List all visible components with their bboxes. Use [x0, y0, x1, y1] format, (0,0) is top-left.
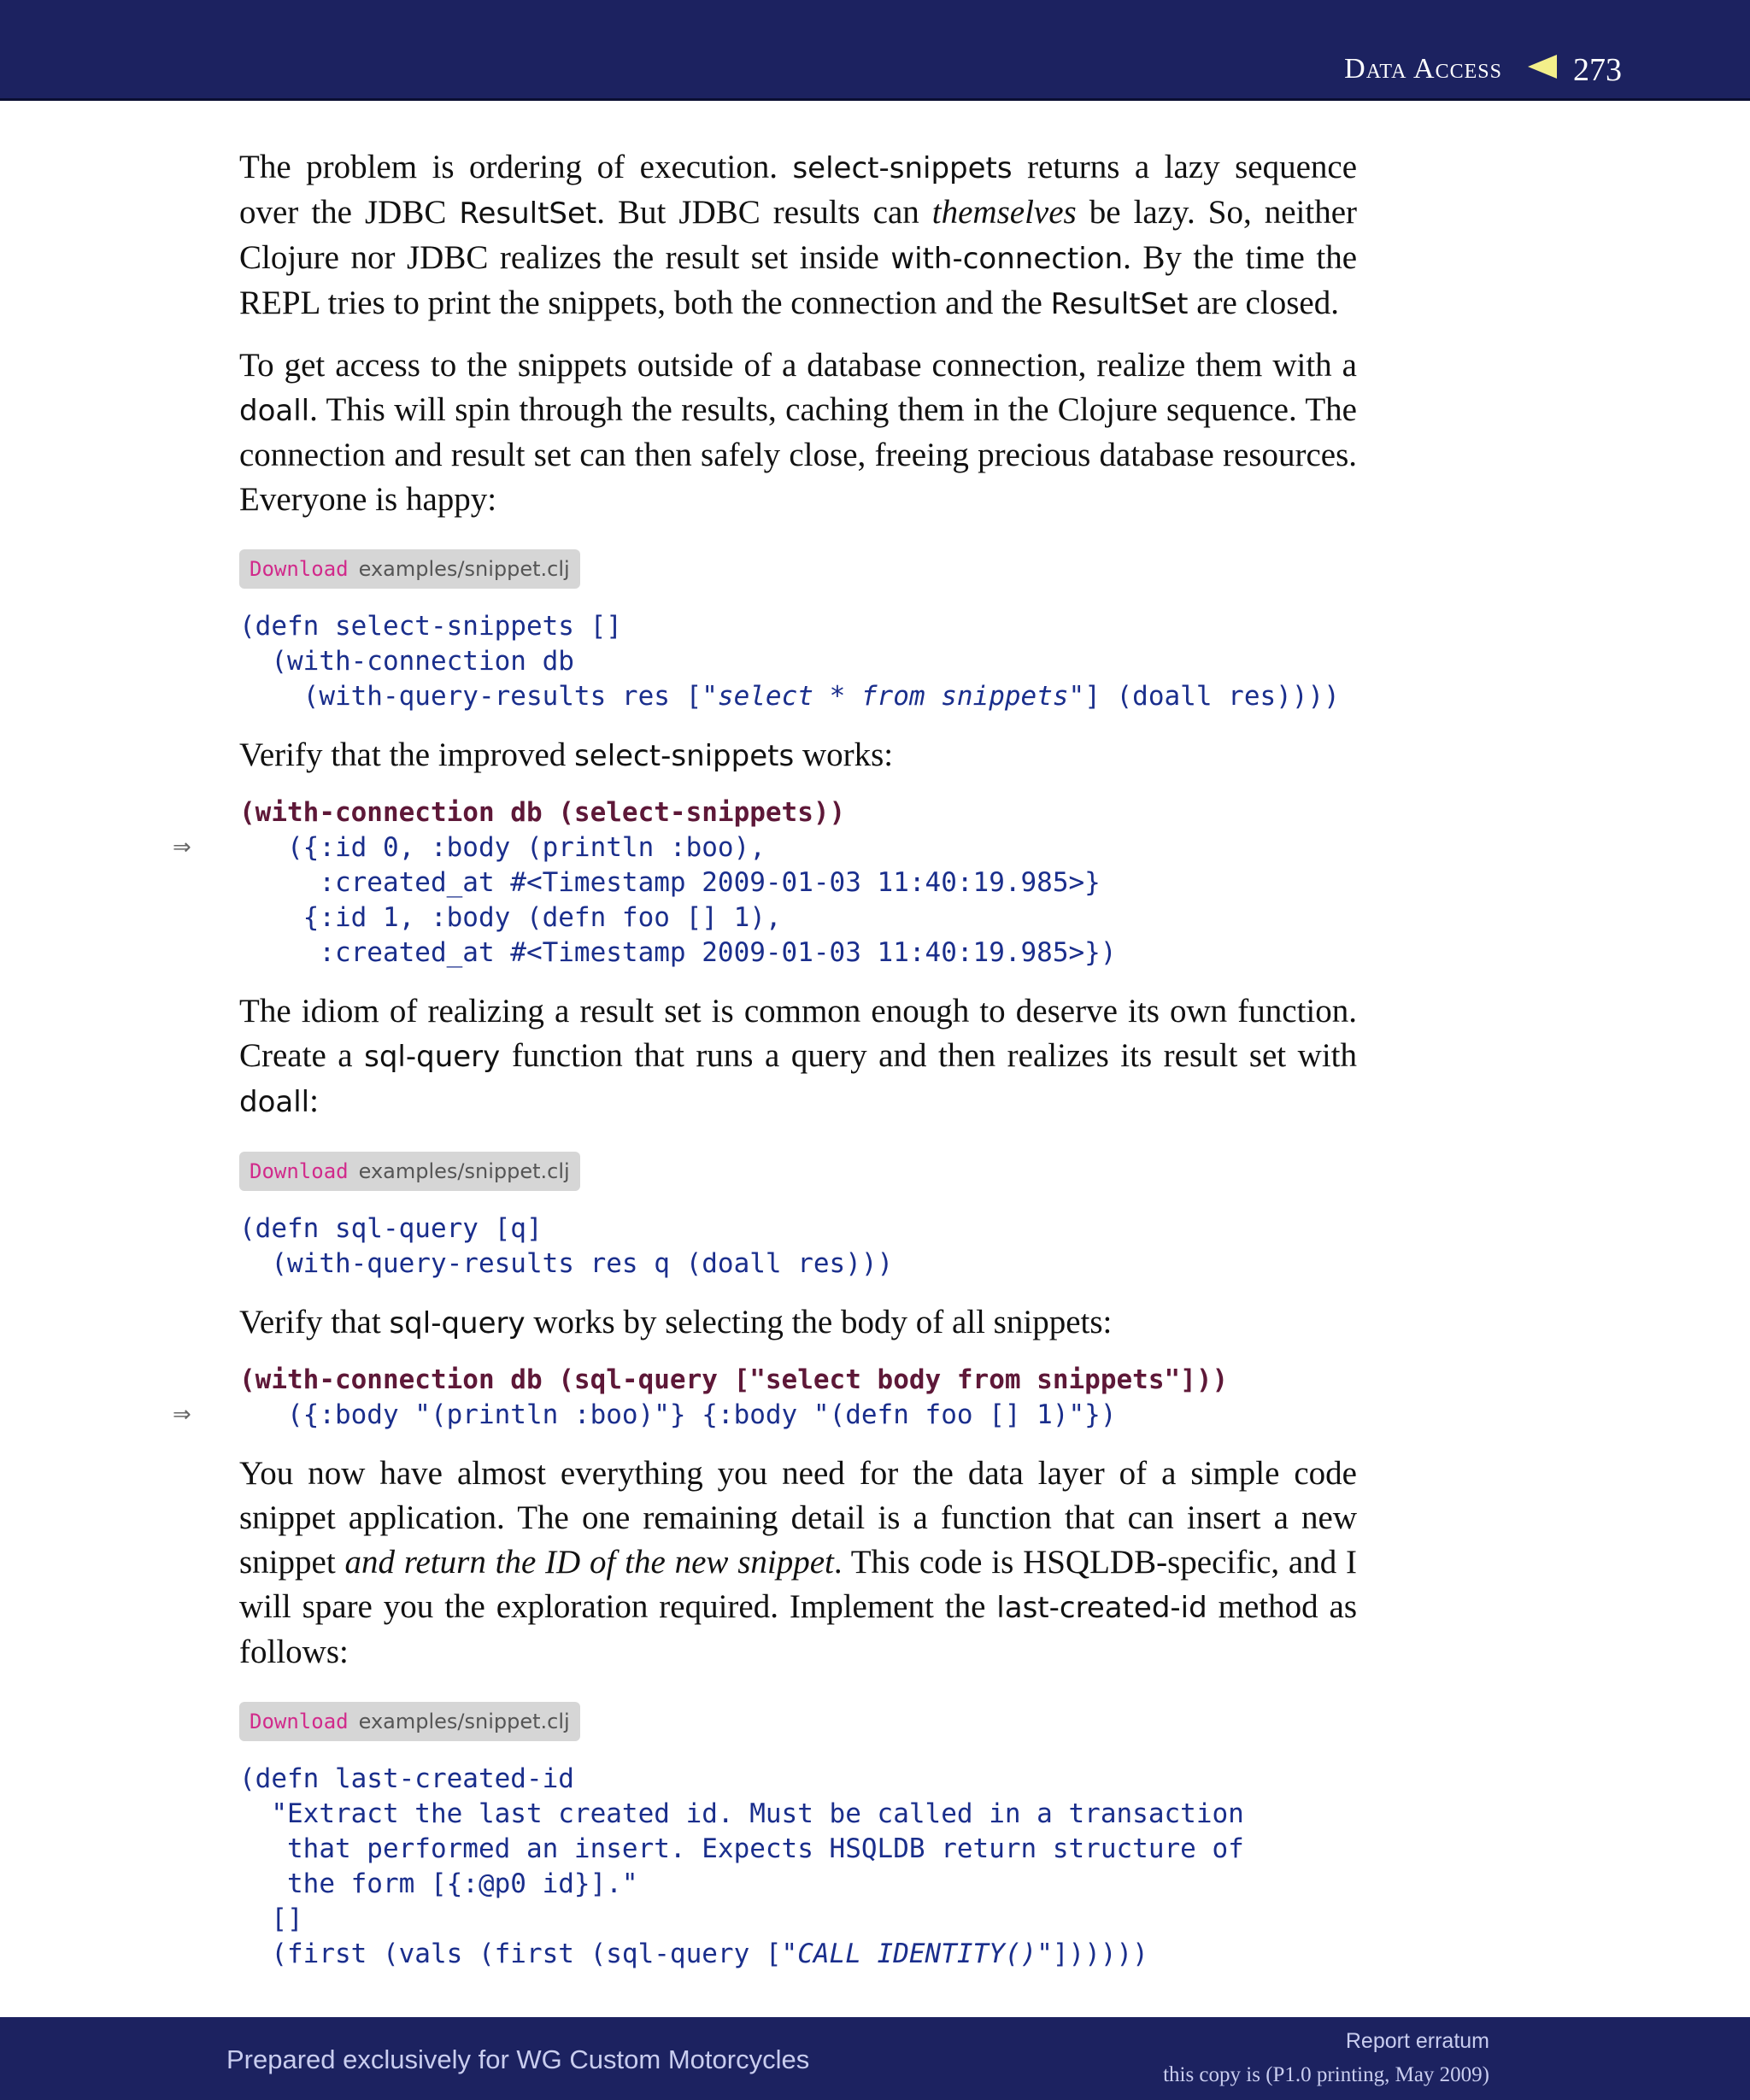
repl-output: ({:body "(println :boo)"} {:body "(defn foo [] 1)"}) [239, 1399, 1117, 1430]
prepared-for-text: Prepared exclusively for WG Custom Motorcycles [226, 2044, 810, 2074]
paragraph-verify-sql-query: Verify that sql-query works by selecting the body of all snippets: [239, 1304, 1113, 1340]
download-path: examples/snippet.clj [358, 1159, 570, 1183]
repl-input: (with-connection db (sql-query ["select body from snippets"])) [239, 1364, 1229, 1395]
paragraph-ordering: The problem is ordering of execution. select-snippets returns a lazy sequence over the JDBC ResultSet. But JDBC results can themselves be lazy. So, neither Clojure nor JDBC realizes the result set inside with-connection. By the time the REPL tries to print the snippets, both the connection and the ResultSet are closed. [239, 149, 1358, 321]
page-footer [0, 2017, 1750, 2100]
section-title: Data Access [1344, 53, 1502, 85]
repl-select-snippets [173, 795, 1357, 971]
page-number: 273 [1573, 52, 1622, 88]
repl-output: ({:id 0, :body (println :boo), :created_at #<Timestamp 2009-01-03 11:40:19.985>} {:id 1, :body (defn foo [] 1), :created_at #<Timestamp 2009-01-03 11:40:19.985>}) [286, 832, 1117, 968]
result-arrow-icon: ⇒ [173, 835, 191, 860]
download-link[interactable]: Download [250, 1710, 349, 1733]
download-box [239, 549, 580, 589]
result-arrow-icon: ⇒ [173, 1402, 191, 1428]
code-last-created-id: (defn last-created-id "Extract the last created id. Must be called in a transaction that performed an insert. Expects HSQLDB return structure of the form [{:@p0 id}]." [] (first (vals (first (sql-query ["CALL IDENTITY()"]))))) [239, 1763, 1244, 1969]
download-link[interactable]: Download [250, 557, 349, 581]
download-box [239, 1702, 580, 1741]
previous-page-arrow-icon[interactable] [1528, 55, 1557, 79]
paragraph-verify-select: Verify that the improved select-snippets works: [239, 736, 894, 773]
repl-input: (with-connection db (select-snippets)) [239, 797, 846, 828]
report-erratum-link[interactable]: Report erratum [1345, 2029, 1489, 2053]
code-select-snippets: (defn select-snippets [] (with-connection db (with-query-results res ["select * from snippets"] (doall res)))) [239, 611, 1340, 712]
printing-info: this copy is (P1.0 printing, May 2009) [1163, 2063, 1489, 2086]
download-box [239, 1152, 580, 1191]
paragraph-doall: To get access to the snippets outside of a database connection, realize them with a doall. This will spin through the results, caching them in the Clojure sequence. The connection and result set can then safely close, freeing precious database resources. Everyone is happy: [239, 347, 1357, 518]
paragraph-idiom: The idiom of realizing a result set is common enough to deserve its own function. Create a sql-query function that runs a query and then realizes its result set with doall: [239, 993, 1357, 1119]
page-content [173, 145, 1358, 1991]
repl-sql-query [173, 1363, 1357, 1433]
page-header [0, 0, 1750, 101]
code-sql-query: (defn sql-query [q] (with-query-results res q (doall res))) [239, 1213, 894, 1279]
download-link[interactable]: Download [250, 1159, 349, 1183]
download-path: examples/snippet.clj [358, 1710, 570, 1733]
paragraph-last-created-id: You now have almost everything you need for the data layer of a simple code snippet application. The one remaining detail is a function that can insert a new snippet and return the ID of the new snippet. This code is HSQLDB-specific, and I will spare you the exploration required. Implement the last-created-id method as follows: [239, 1455, 1357, 1670]
download-path: examples/snippet.clj [358, 557, 570, 581]
